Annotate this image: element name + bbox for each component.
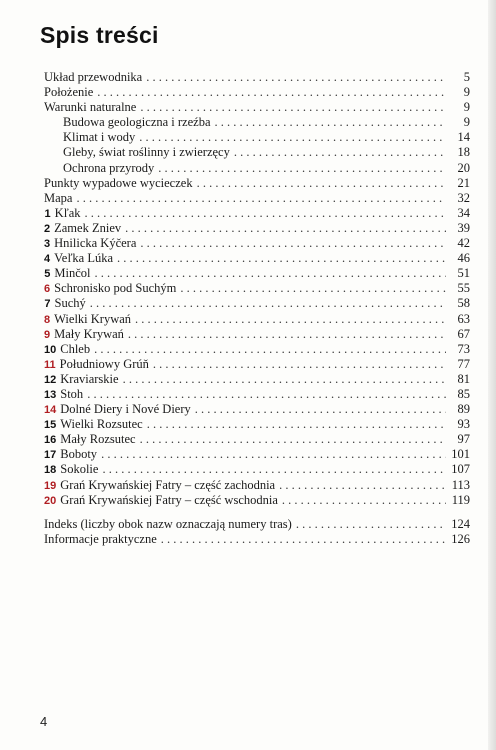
page-number: 4	[40, 714, 48, 729]
dot-leader	[140, 432, 446, 447]
route-number: 3	[44, 238, 51, 251]
route-entry[interactable]	[44, 357, 470, 372]
entry-page-number: 34	[457, 205, 470, 220]
dot-leader	[97, 85, 446, 100]
page-edge	[488, 0, 496, 750]
routes-section	[44, 206, 470, 508]
entry-label: Układ przewodnika	[44, 70, 143, 84]
entry-label: Dolné Diery i Nové Diery	[60, 402, 191, 417]
route-entry[interactable]	[44, 387, 470, 402]
route-number: 14	[44, 404, 57, 417]
dot-leader	[128, 327, 446, 342]
route-entry[interactable]	[44, 251, 470, 266]
route-number: 10	[44, 343, 57, 356]
entry-label: Mały Krywań	[54, 326, 124, 341]
route-number: 20	[44, 494, 57, 507]
entry-label: Wielki Krywań	[54, 311, 132, 326]
dot-leader	[146, 70, 446, 85]
entry-label: Schronisko pod Suchým	[54, 281, 177, 296]
entry-label: Mały Rozsutec	[60, 432, 136, 447]
entry-page-number: 20	[457, 160, 470, 175]
dot-leader	[197, 176, 446, 191]
route-number: 4	[44, 253, 51, 266]
route-number: 17	[44, 449, 57, 462]
route-number: 6	[44, 283, 51, 296]
entry-page-number: 73	[457, 341, 470, 356]
entry-page-number: 9	[463, 85, 470, 100]
route-number: 7	[44, 298, 51, 311]
dot-leader	[140, 100, 446, 115]
entry-label: Boboty	[60, 447, 98, 462]
dot-leader	[135, 312, 446, 327]
entry-label: Stoh	[60, 386, 84, 401]
toc-entry[interactable]	[44, 70, 470, 85]
route-entry[interactable]	[44, 296, 470, 311]
dot-leader	[125, 221, 446, 236]
entry-label: Wielki Rozsutec	[60, 417, 143, 432]
dot-leader	[95, 266, 446, 281]
route-entry[interactable]	[44, 281, 470, 296]
entry-label: Grań Krywańskiej Fatry – część wschodnia	[60, 492, 278, 507]
dot-leader	[76, 191, 446, 206]
dot-leader	[139, 130, 446, 145]
dot-leader	[94, 342, 446, 357]
dot-leader	[123, 372, 446, 387]
route-entry[interactable]	[44, 402, 470, 417]
toc-subentry[interactable]	[44, 130, 470, 145]
route-entry[interactable]	[44, 417, 470, 432]
route-number: 5	[44, 268, 51, 281]
entry-label: Warunki naturalne	[44, 100, 137, 115]
entry-page-number: 51	[457, 266, 470, 281]
entry-page-number: 46	[457, 251, 470, 266]
dot-leader	[147, 417, 446, 432]
entry-label: Budowa geologiczna i rzeźba	[63, 115, 211, 130]
route-number: 8	[44, 313, 51, 326]
route-number: 15	[44, 419, 57, 432]
route-entry[interactable]	[44, 493, 470, 508]
dot-leader	[102, 462, 446, 477]
entry-label: Grań Krywańskiej Fatry – część zachodnia	[60, 477, 276, 492]
route-entry[interactable]	[44, 266, 470, 281]
entry-page-number: 32	[457, 190, 470, 205]
entry-label: Informacje praktyczne	[44, 531, 157, 546]
route-entry[interactable]	[44, 312, 470, 327]
entry-page-number: 89	[457, 402, 470, 417]
section-gap	[44, 508, 470, 517]
route-entry[interactable]	[44, 236, 470, 251]
route-number: 19	[44, 479, 57, 492]
dot-leader	[234, 145, 446, 160]
toc-subentry[interactable]	[44, 161, 470, 176]
entry-label: Minčol	[54, 266, 91, 281]
dot-leader	[215, 115, 446, 130]
entry-page-number: 14	[457, 130, 470, 145]
route-entry[interactable]	[44, 206, 470, 221]
dot-leader	[195, 402, 446, 417]
entry-page-number: 39	[457, 220, 470, 235]
dot-leader	[296, 517, 446, 532]
entry-page-number: 85	[457, 386, 470, 401]
entry-page-number: 18	[457, 145, 470, 160]
entry-page-number: 107	[451, 462, 470, 477]
entry-label: Hnilicka Kýčera	[54, 236, 137, 251]
toc-entry[interactable]	[44, 85, 470, 100]
toc-entry[interactable]	[44, 532, 470, 547]
route-number: 9	[44, 328, 51, 341]
entry-label: Suchý	[54, 296, 86, 311]
route-entry[interactable]	[44, 221, 470, 236]
entry-page-number: 113	[451, 477, 470, 492]
table-of-contents	[44, 70, 470, 547]
dot-leader	[282, 493, 446, 508]
entry-page-number: 21	[457, 175, 470, 190]
entry-page-number: 81	[457, 371, 470, 386]
dot-leader	[140, 236, 446, 251]
route-entry[interactable]	[44, 432, 470, 447]
entry-page-number: 77	[457, 356, 470, 371]
toc-entry[interactable]	[44, 517, 470, 532]
entry-label: Sokolie	[60, 462, 99, 477]
dot-leader	[85, 206, 446, 221]
entry-label: Veľka Lúka	[54, 251, 113, 266]
entry-page-number: 124	[451, 516, 470, 531]
route-number: 12	[44, 373, 57, 386]
entry-label: Mapa	[44, 190, 73, 205]
entry-label: Klimat i wody	[63, 130, 136, 145]
entry-label: Kľak	[54, 205, 81, 220]
entry-page-number: 55	[457, 281, 470, 296]
entry-label: Gleby, świat roślinny i zwierzęcy	[63, 145, 230, 160]
page-title: Spis treści	[40, 22, 159, 48]
toc-subentry[interactable]	[44, 115, 470, 130]
toc-entry[interactable]	[44, 100, 470, 115]
entry-page-number: 101	[451, 447, 470, 462]
route-entry[interactable]	[44, 447, 470, 462]
entry-label: Chleb	[60, 341, 91, 356]
entry-label: Punkty wypadowe wycieczek	[44, 175, 193, 190]
toc-entry[interactable]	[44, 191, 470, 206]
dot-leader	[101, 447, 446, 462]
route-number: 1	[44, 207, 51, 220]
entry-label: Kraviarskie	[60, 371, 119, 386]
entry-page-number: 9	[463, 115, 470, 130]
entry-page-number: 119	[451, 492, 470, 507]
dot-leader	[117, 251, 446, 266]
entry-label: Zamek Zniev	[54, 220, 122, 235]
route-entry[interactable]	[44, 462, 470, 477]
route-number: 11	[44, 358, 56, 371]
dot-leader	[180, 281, 446, 296]
dot-leader	[279, 478, 446, 493]
entry-page-number: 58	[457, 296, 470, 311]
entry-page-number: 67	[457, 326, 470, 341]
route-entry[interactable]	[44, 342, 470, 357]
entry-page-number: 126	[451, 531, 470, 546]
entry-label: Indeks (liczby obok nazw oznaczają numery tras)	[44, 516, 292, 531]
entry-page-number: 42	[457, 236, 470, 251]
dot-leader	[153, 357, 446, 372]
route-entry[interactable]	[44, 372, 470, 387]
dot-leader	[90, 296, 446, 311]
route-entry[interactable]	[44, 478, 470, 493]
entry-label: Południowy Grúň	[59, 356, 149, 371]
entry-label: Położenie	[44, 85, 94, 100]
route-number: 18	[44, 464, 57, 477]
route-number: 16	[44, 434, 57, 447]
dot-leader	[158, 161, 446, 176]
toc-subentry[interactable]	[44, 145, 470, 160]
dot-leader	[87, 387, 446, 402]
dot-leader	[161, 532, 446, 547]
entry-page-number: 97	[457, 432, 470, 447]
entry-page-number: 9	[463, 100, 470, 115]
toc-entry[interactable]	[44, 176, 470, 191]
entry-page-number: 93	[457, 417, 470, 432]
route-number: 2	[44, 222, 51, 235]
entry-page-number: 5	[463, 70, 470, 84]
appendix-section	[44, 517, 470, 547]
entry-page-number: 63	[457, 311, 470, 326]
route-entry[interactable]	[44, 327, 470, 342]
intro-section	[44, 70, 470, 206]
route-number: 13	[44, 388, 57, 401]
entry-label: Ochrona przyrody	[63, 160, 155, 175]
